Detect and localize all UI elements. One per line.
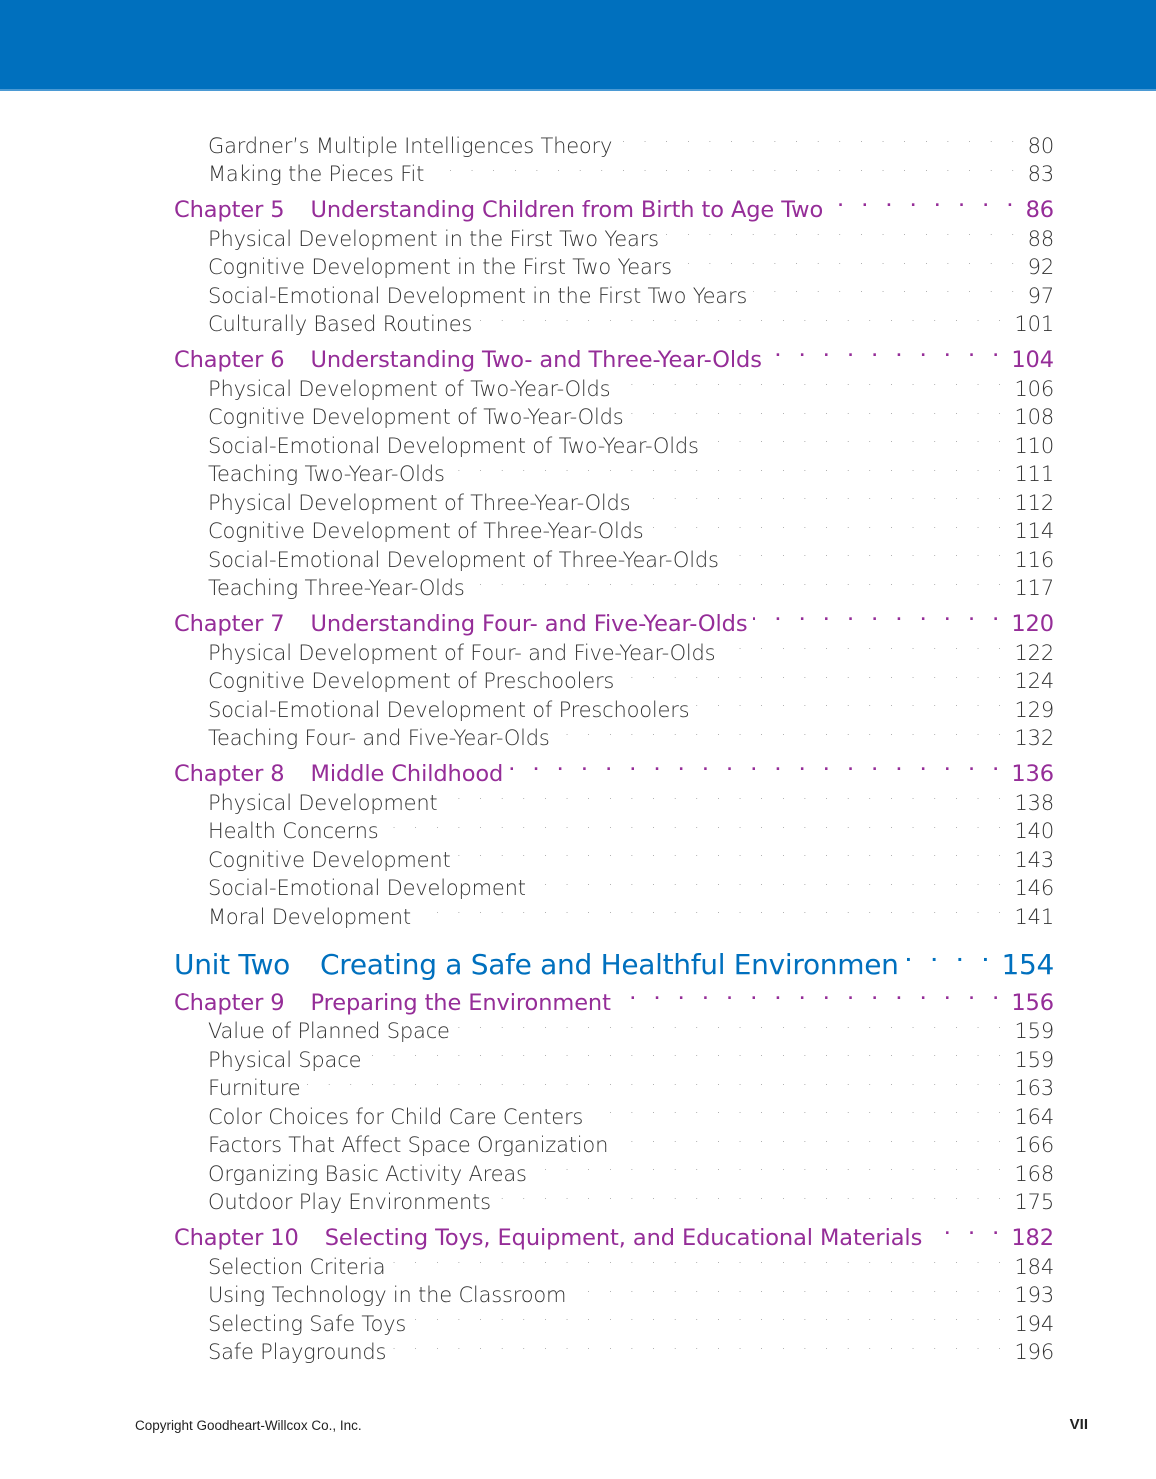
section-page-number: 159 [1014,1019,1054,1043]
dot-leader [753,601,1005,631]
header-band-edge [0,89,1156,91]
section-page-number: 116 [1014,547,1054,572]
section-title: Cognitive Development [208,847,451,872]
dot-leader [617,980,1006,1010]
section-page-number: 129 [1014,697,1054,722]
dot-leader [532,867,1009,896]
section-title: Outdoor Play Environments [208,1190,491,1214]
toc-section-row[interactable] [174,1095,1054,1129]
section-title: Cognitive Development in the First Two Years [208,255,672,279]
dot-leader [629,396,1008,425]
dot-leader [589,1095,1008,1124]
section-title: Physical Development of Two-Year-Olds [208,376,611,401]
section-page-number: 196 [1014,1340,1054,1364]
dot-leader [391,1245,1008,1274]
section-page-number: 92 [1027,255,1054,279]
chapter-heading [174,609,747,639]
toc-chapter-row[interactable] [174,1215,1054,1251]
section-title: Using Technology in the Classroom [208,1283,567,1307]
section-page-number: 83 [1027,162,1054,186]
unit-title: Creating a Safe and Healthful Environmen [320,947,899,981]
chapter-title: Understanding Children from Birth to Age Two [310,197,824,223]
section-page-number: 193 [1014,1283,1054,1307]
dot-leader [471,567,1009,596]
section-page-number: 168 [1014,1161,1054,1186]
section-page-number: 166 [1014,1133,1054,1157]
chapter-label: Chapter 6 [174,347,285,373]
chapter-page-number: 104 [1011,347,1054,373]
section-page-number: 106 [1014,376,1054,401]
dot-leader [616,367,1008,396]
section-title: Factors That Affect Space Organization [208,1133,609,1157]
section-page-number: 175 [1014,1190,1054,1214]
toc-chapter-row[interactable] [174,980,1054,1016]
section-title: Moral Development [208,904,411,929]
dot-leader [768,337,1006,367]
dot-leader [614,1124,1008,1153]
dot-leader [451,453,1009,482]
section-page-number: 159 [1014,1047,1054,1072]
unit-heading [174,947,899,983]
dot-leader [384,810,1008,839]
section-title: Cognitive Development of Preschoolers [208,669,615,693]
toc-chapter-row[interactable] [174,187,1054,223]
chapter-page-number: 136 [1011,761,1054,787]
section-title: Making the Pieces Fit [208,162,425,186]
section-page-number: 138 [1014,790,1054,815]
section-page-number: 184 [1014,1254,1054,1279]
dot-leader [367,1038,1008,1067]
section-title: Teaching Three-Year-Olds [208,576,465,600]
header-color-band [0,0,1156,89]
dot-leader [509,751,1005,781]
section-title: Selecting Safe Toys [208,1311,407,1336]
section-page-number: 88 [1027,226,1054,251]
section-page-number: 114 [1014,519,1054,543]
dot-leader [497,1181,1009,1210]
dot-leader [307,1067,1009,1096]
section-page-number: 112 [1014,490,1054,515]
section-page-number: 97 [1027,283,1054,308]
dot-leader [457,838,1009,867]
toc-chapter-row[interactable] [174,751,1054,787]
section-title: Teaching Two-Year-Olds [208,462,445,486]
section-page-number: 143 [1014,847,1054,872]
dot-leader [533,1152,1009,1181]
dot-leader [721,631,1008,660]
chapter-title: Understanding Two- and Three-Year-Olds [310,347,762,373]
section-title: Color Choices for Child Care Centers [208,1104,584,1129]
section-title: Organizing Basic Activity Areas [208,1161,527,1186]
section-title: Furniture [208,1076,301,1100]
chapter-label: Chapter 7 [174,611,285,637]
chapter-label: Chapter 9 [174,989,285,1016]
section-title: Health Concerns [208,819,379,843]
section-title: Gardner’s Multiple Intelligences Theory [208,133,613,158]
section-title: Value of Planned Space [208,1019,450,1043]
table-of-contents [174,124,1054,1364]
dot-leader [478,303,1008,332]
chapter-title: Preparing the Environment [310,989,611,1016]
section-page-number: 111 [1014,462,1054,486]
chapter-title: Middle Childhood [310,761,504,787]
section-page-number: 122 [1014,640,1054,665]
section-title: Social-Emotional Development of Preschoolers [208,697,690,722]
chapter-page-number: 86 [1025,197,1054,223]
chapter-title: Selecting Toys, Equipment, and Educational Materials [324,1225,923,1251]
dot-leader [417,895,1009,924]
chapter-page-number: 120 [1011,611,1054,637]
section-page-number: 101 [1014,312,1054,336]
toc-section-row[interactable] [174,124,1054,158]
dot-leader [649,510,1008,539]
section-page-number: 124 [1014,669,1054,693]
toc-section-row[interactable] [174,1067,1054,1100]
chapter-label: Chapter 8 [174,761,285,787]
dot-leader [928,1215,1005,1245]
section-page-number: 164 [1014,1104,1054,1129]
dot-leader [753,274,1022,303]
dot-leader [392,1331,1008,1360]
toc-unit-row[interactable] [174,938,1054,981]
dot-leader [665,217,1022,246]
page-number: VII [1069,1416,1088,1433]
section-page-number: 117 [1014,576,1054,600]
section-title: Physical Development in the First Two Years [208,226,659,251]
dot-leader [620,660,1008,689]
dot-leader [829,187,1019,217]
dot-leader [556,717,1009,746]
section-page-number: 108 [1014,405,1054,429]
chapter-title: Understanding Four- and Five-Year-Olds [310,611,748,637]
section-title: Cognitive Development of Two-Year-Olds [208,405,624,429]
dot-leader [618,124,1021,153]
dot-leader [430,153,1022,182]
dot-leader [725,538,1009,567]
unit-label: Unit Two [174,947,290,981]
section-page-number: 163 [1014,1076,1054,1100]
dot-leader [572,1274,1008,1303]
chapter-label: Chapter 5 [174,197,285,223]
toc-chapter-row[interactable] [174,601,1054,637]
dot-leader [695,688,1008,717]
chapter-page-number: 156 [1011,989,1054,1016]
unit-page-number: 154 [1001,947,1054,981]
section-page-number: 132 [1014,726,1054,750]
section-title: Social-Emotional Development [208,876,526,900]
dot-leader [905,938,996,974]
section-title: Social-Emotional Development in the First Two Years [208,283,748,308]
dot-leader [705,424,1009,453]
chapter-label: Chapter 10 [174,1225,299,1251]
section-title: Physical Space [208,1047,362,1072]
dot-leader [412,1302,1008,1331]
dot-leader [636,481,1008,510]
section-title: Social-Emotional Development of Two-Year-Olds [208,433,699,458]
section-page-number: 146 [1014,876,1054,900]
section-title: Teaching Four- and Five-Year-Olds [208,726,550,750]
section-title: Physical Development of Four- and Five-Year-Olds [208,640,716,665]
section-title: Safe Playgrounds [208,1340,387,1364]
section-title: Cognitive Development of Three-Year-Olds [208,519,644,543]
section-page-number: 110 [1014,433,1054,458]
toc-chapter-row[interactable] [174,337,1054,373]
section-title: Physical Development of Three-Year-Olds [208,490,631,515]
dot-leader [456,1010,1009,1039]
section-page-number: 140 [1014,819,1054,843]
dot-leader [443,781,1008,810]
section-title: Social-Emotional Development of Three-Year-Olds [208,547,719,572]
section-page-number: 194 [1014,1311,1054,1336]
copyright-notice: Copyright Goodheart-Willcox Co., Inc. [135,1418,362,1433]
section-title: Culturally Based Routines [208,312,473,336]
dot-leader [678,246,1022,275]
chapter-page-number: 182 [1011,1225,1054,1251]
section-page-number: 141 [1014,904,1054,929]
section-title: Selection Criteria [208,1254,386,1279]
section-page-number: 80 [1027,133,1054,158]
section-title: Physical Development [208,790,438,815]
